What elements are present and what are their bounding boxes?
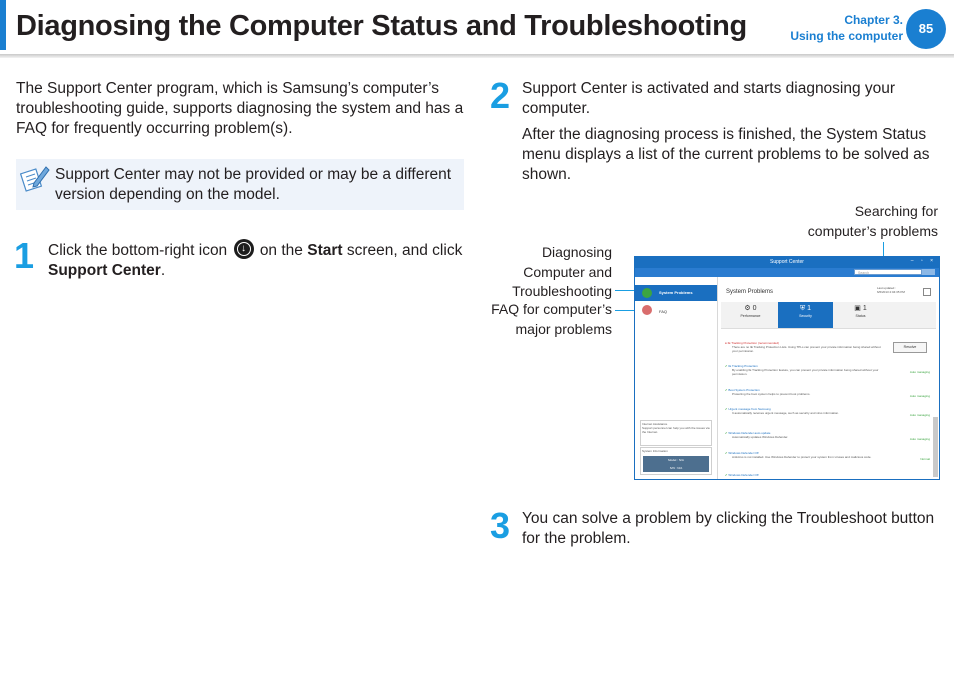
- sc-ia-desc: Support personnel can help you with the issues via the Internet.: [642, 426, 710, 434]
- sc-tab-performance-label: Performance: [740, 314, 761, 318]
- page-number-badge: 85: [906, 9, 946, 49]
- download-arrow-icon: ↓: [234, 239, 254, 259]
- step-2-number: 2: [490, 75, 511, 116]
- sc-search-button[interactable]: [922, 269, 935, 275]
- callout-search-line1: Searching for: [854, 203, 938, 219]
- support-center-screenshot: [634, 256, 940, 480]
- sc-last-updated: [877, 286, 905, 294]
- sc-tab-status[interactable]: [833, 302, 888, 328]
- callout-search: [790, 202, 938, 241]
- sc-nav-system-label: System Problems: [659, 290, 693, 295]
- sc-tab-security[interactable]: [778, 302, 833, 328]
- sc-search-input[interactable]: Search: [854, 269, 922, 275]
- sc-nav-faq[interactable]: FAQ: [659, 309, 668, 314]
- sc-resolve-button[interactable]: Resolve: [893, 342, 927, 353]
- check-icon: ✔: [725, 451, 728, 455]
- sc-tab-security-label: Security: [799, 314, 812, 318]
- sc-tab-status-label: Status: [855, 314, 866, 318]
- step-3-number: 3: [490, 505, 511, 546]
- callout-faq: FAQ for computer’s major problems: [491, 301, 612, 337]
- sc-diagnose-icon: [642, 288, 652, 298]
- sc-problem-row: ✔ Windows Defender Off: [725, 473, 759, 477]
- warning-icon: ●: [725, 341, 727, 345]
- header-accent-bar: [0, 0, 6, 50]
- sc-tab-performance[interactable]: [723, 302, 778, 328]
- sc-problem-row: ✔ Boot System Protection Protecting the boot system helps to prevent boot problems. Auto managing: [725, 388, 930, 398]
- sc-problem-row: ✔ Windows Defender auto update Automatically updates Windows Defender. Auto managing: [725, 431, 930, 441]
- sc-ia-title: Internet Assistance: [642, 422, 668, 426]
- chapter-label: [790, 12, 903, 44]
- step-2-text: Support Center is activated and starts diagnosing your computer.: [522, 80, 896, 117]
- note-text: Support Center may not be provided or may be a different version depending on the model.: [55, 166, 452, 203]
- step-1-post: screen, and click: [346, 242, 463, 259]
- status-icon: ▣ 1: [854, 305, 867, 312]
- check-icon: ✔: [725, 431, 728, 435]
- step-1-mid: on the: [259, 242, 303, 259]
- sc-last-updated-value: 6/6/2013 2:04:35 PM: [877, 290, 905, 294]
- header-divider: [0, 54, 954, 58]
- sc-scrollbar[interactable]: [933, 417, 938, 477]
- performance-icon: ⚙ 0: [744, 305, 757, 312]
- sc-window-controls-icon: – ▫ ×: [910, 258, 936, 264]
- step-3-text: You can solve a problem by clicking the Troubleshoot button for the problem.: [522, 510, 935, 547]
- sc-si-values: [643, 456, 709, 472]
- check-icon: ✔: [725, 388, 728, 392]
- sc-refresh-icon[interactable]: [923, 288, 931, 296]
- sc-problem-row: ✔ Windows Defender Off Antivirus is not installed. Use Windows Defender to protect your system from viruses and malicious code. Normal: [725, 451, 930, 461]
- check-icon: ✔: [725, 364, 728, 368]
- sc-heading: System Problems: [726, 289, 774, 295]
- step-1-pre: Click the bottom-right icon: [48, 242, 228, 259]
- sc-si-title: System Information: [642, 449, 668, 453]
- step-1-text: [48, 239, 468, 281]
- step-1-number: 1: [14, 235, 35, 276]
- start-label: Start: [307, 242, 343, 259]
- sc-model: Model : N/A: [668, 458, 684, 462]
- security-icon: ⛨ 1: [799, 305, 812, 312]
- chapter-title: Using the computer: [790, 29, 903, 43]
- step-1-end: .: [160, 262, 166, 279]
- step-2-detail: After the diagnosing process is finished, the System Status menu displays a list of the current problems to be solved as shown.: [522, 126, 930, 183]
- callout-diagnosing: Diagnosing Computer and Troubleshooting: [512, 244, 612, 299]
- callout-search-line2: computer’s problems: [807, 222, 938, 239]
- sc-problem-row: ✔ IE Tracking Protection By enabling IE Tracking Protection feature, you can prevent your private information being shared without your permission. Auto managing: [725, 364, 930, 376]
- sc-problem-row: ● IE Tracking Protection (recommended) There are no IE Tracking Protection Lists. Using TPLs can prevent your private information being shared without your permission.: [725, 341, 881, 353]
- chapter-number: Chapter 3.: [844, 13, 903, 27]
- sc-serial: S/N : N/A: [669, 466, 683, 470]
- sc-faq-icon[interactable]: [642, 305, 652, 315]
- support-center-label: Support Center: [48, 262, 161, 279]
- sc-problem-row: ✔ Urgent message from Samsung It automatically receives urgent message, such as security and virus information. Auto managing: [725, 407, 930, 417]
- check-icon: ✔: [725, 473, 728, 477]
- sc-internet-assistance[interactable]: [640, 420, 712, 446]
- check-icon: ✔: [725, 407, 728, 411]
- note-pencil-icon: [20, 163, 50, 193]
- sc-last-updated-label: Last updated :: [877, 286, 897, 290]
- page-title: Diagnosing the Computer Status and Troubleshooting: [16, 10, 747, 42]
- sc-title-bar: Support Center: [635, 257, 939, 268]
- intro-paragraph: The Support Center program, which is Samsung’s computer’s troubleshooting guide, supports diagnosing the system and has a FAQ for frequently occurring problem(s).: [16, 80, 464, 137]
